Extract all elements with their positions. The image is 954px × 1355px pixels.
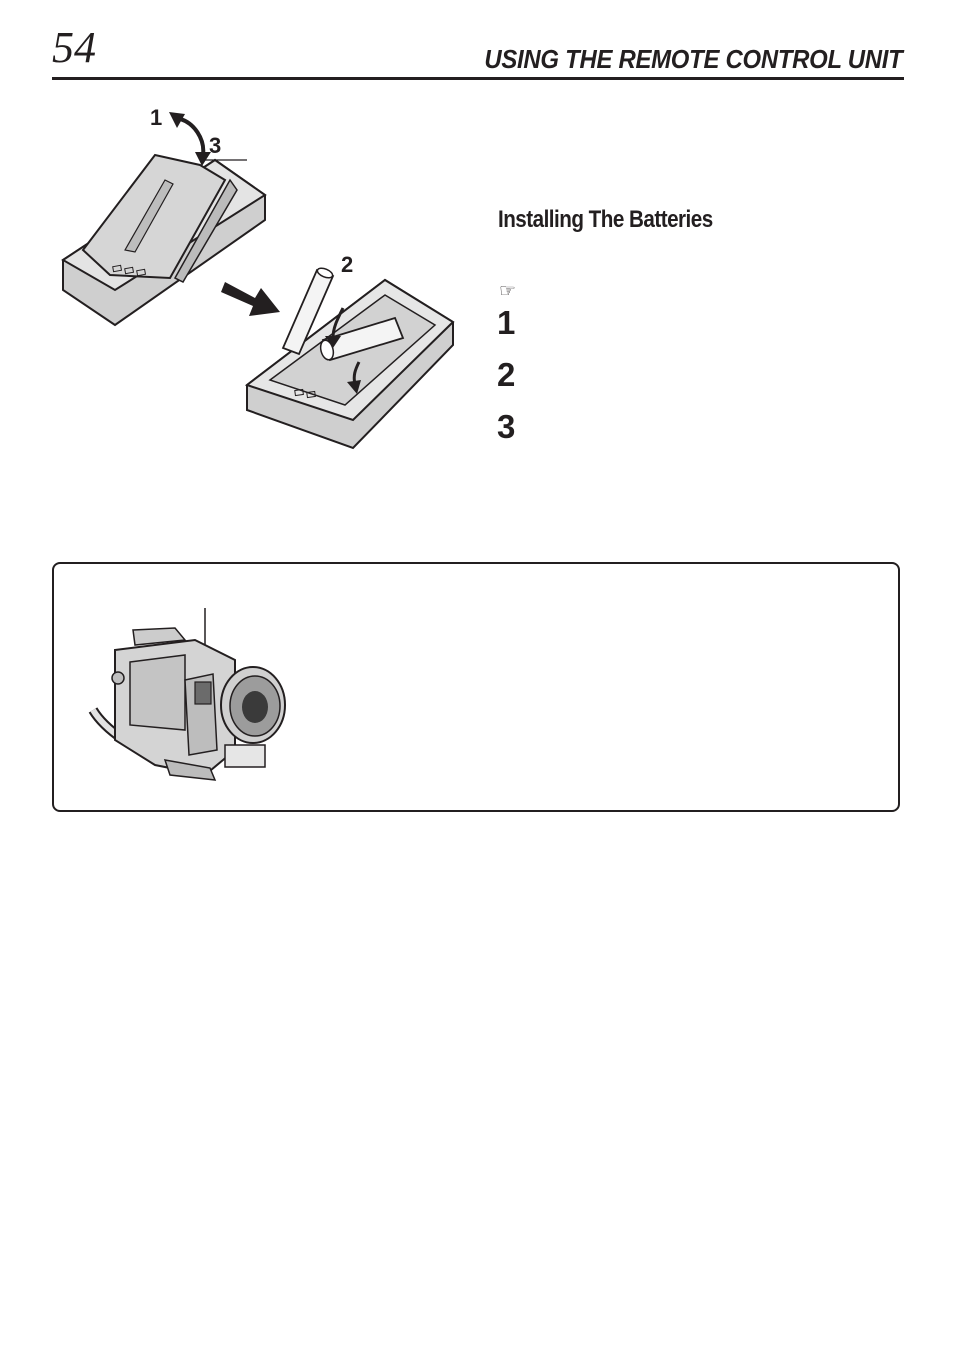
camcorder-illustration (85, 600, 295, 790)
callout-3: 3 (209, 133, 222, 158)
step-1-number: 1 (497, 304, 516, 341)
step-3-number: 3 (497, 408, 516, 445)
section-heading: Installing The Batteries (498, 206, 713, 233)
step-2-number: 2 (497, 356, 516, 393)
callout-1: 1 (150, 105, 163, 130)
running-head: USING THE REMOTE CONTROL UNIT (483, 44, 902, 74)
page-number: 54 (52, 23, 96, 72)
header-rule (52, 77, 904, 80)
callout-2: 2 (341, 252, 354, 277)
remote-closed (63, 155, 265, 325)
remote-battery-illustration (55, 100, 465, 460)
remote-open (247, 266, 453, 448)
hand-pointer-icon: ☞ (499, 281, 517, 302)
